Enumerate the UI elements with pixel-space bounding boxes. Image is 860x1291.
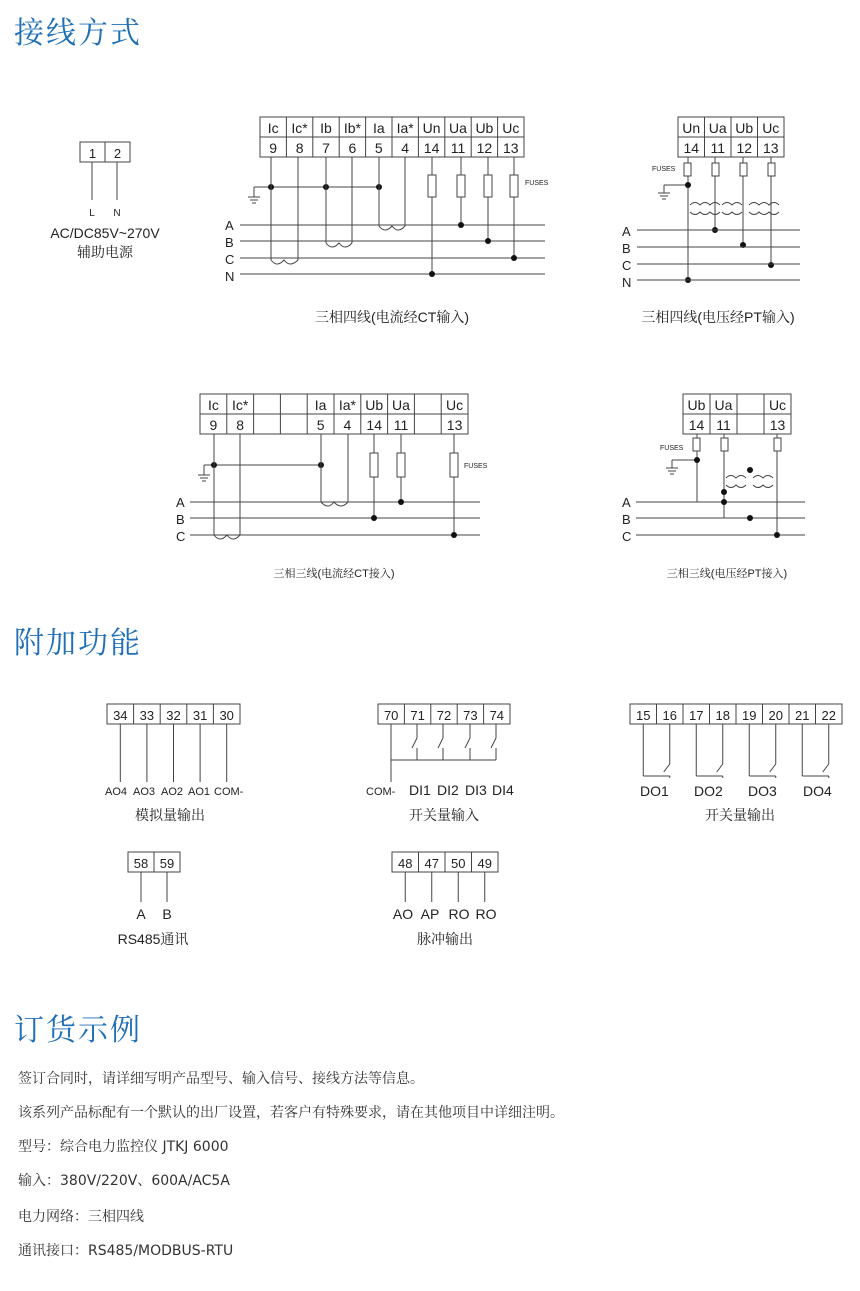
terminal-number: 33 bbox=[139, 708, 155, 723]
aux-caption: 辅助电源 bbox=[77, 244, 133, 260]
pulse-output-diagram bbox=[392, 852, 498, 947]
terminal-number: 71 bbox=[410, 708, 425, 723]
terminal-label: Ic bbox=[267, 120, 279, 136]
phase-label: A bbox=[176, 495, 185, 510]
analog-output-label: COM- bbox=[214, 786, 244, 798]
terminal-number: 16 bbox=[662, 708, 677, 723]
terminal-number: 11 bbox=[393, 417, 409, 433]
terminal-number: 14 bbox=[423, 140, 440, 156]
aux-terminal: 1 bbox=[88, 146, 97, 161]
fuses-label: FUSES bbox=[660, 445, 684, 452]
terminal-number: 13 bbox=[762, 140, 779, 156]
terminal-label: Uc bbox=[768, 397, 787, 413]
terminal-label: Ua bbox=[449, 120, 467, 136]
d34-pt-caption: 三相四线(电压经PT输入) bbox=[641, 309, 795, 325]
terminal-number: 47 bbox=[424, 856, 439, 871]
wiring-section-title: 接线方式 bbox=[14, 16, 142, 51]
terminal-label: Ua bbox=[708, 120, 727, 136]
order-line: 签订合同时，请详细写明产品型号、输入信号、接线方法等信息。 bbox=[18, 1071, 424, 1087]
terminal-number: 5 bbox=[374, 140, 383, 156]
terminal-label: Ib* bbox=[343, 120, 361, 136]
terminal-number: 50 bbox=[451, 856, 466, 871]
phase-label: A bbox=[622, 495, 631, 510]
terminal-number: 11 bbox=[716, 417, 731, 433]
terminal-number: 31 bbox=[192, 708, 208, 723]
terminal-number: 48 bbox=[398, 856, 413, 871]
pulse-signal: RO bbox=[475, 906, 497, 922]
terminal-label: Ub bbox=[687, 397, 706, 413]
terminal-number: 8 bbox=[295, 140, 304, 156]
di-label: DI1 bbox=[409, 782, 431, 798]
terminal-number: 70 bbox=[383, 708, 399, 723]
terminal-number: 18 bbox=[715, 708, 730, 723]
rs485-diagram bbox=[118, 852, 189, 947]
phase-label: A bbox=[225, 218, 234, 233]
do-label: DO2 bbox=[694, 783, 723, 799]
order-line: 该系列产品标配有一个默认的出厂设置，若客户有特殊要求，请在其他项目中详细注明。 bbox=[18, 1105, 564, 1121]
do-label: DO4 bbox=[803, 783, 832, 799]
order-line: 通讯接口：RS485/MODBUS-RTU bbox=[18, 1243, 234, 1259]
terminal-number: 20 bbox=[768, 708, 783, 723]
digital-output-diagram bbox=[630, 704, 842, 823]
three-phase-four-wire-pt-diagram bbox=[622, 117, 800, 325]
d33-pt-caption: 三相三线(电压经PT接入) bbox=[666, 568, 788, 580]
terminal-label: Ub bbox=[365, 397, 384, 413]
terminal-number: 14 bbox=[688, 417, 705, 433]
terminal-label: Ua bbox=[714, 397, 733, 413]
terminal-number: 9 bbox=[209, 417, 218, 433]
phase-label: N bbox=[622, 275, 632, 290]
aux-power-diagram bbox=[50, 142, 160, 260]
terminal-label: Ia* bbox=[396, 120, 414, 136]
rs485-signal: B bbox=[162, 906, 172, 922]
phase-label: B bbox=[225, 235, 234, 250]
d33-ct-caption: 三相三线(电流经CT接入) bbox=[273, 568, 395, 580]
extra-functions-section-title: 附加功能 bbox=[14, 626, 142, 661]
terminal-number: 14 bbox=[366, 417, 382, 433]
rs485-terminal: 59 bbox=[159, 856, 175, 871]
analog-output-label: AO2 bbox=[161, 786, 184, 798]
terminal-number: 13 bbox=[769, 417, 786, 433]
phase-label: C bbox=[622, 529, 632, 544]
terminal-number: 8 bbox=[236, 417, 245, 433]
terminal-label: Un bbox=[422, 120, 441, 136]
aux-lead-l: L bbox=[89, 208, 95, 219]
di-label: COM- bbox=[366, 786, 396, 798]
order-line: 电力网络：三相四线 bbox=[18, 1209, 144, 1225]
terminal-number: 4 bbox=[343, 417, 352, 433]
terminal-label: Ic* bbox=[291, 120, 308, 136]
di-label: DI2 bbox=[437, 782, 459, 798]
terminal-label: Ia bbox=[314, 397, 327, 413]
terminal-number: 19 bbox=[742, 708, 757, 723]
three-phase-three-wire-pt-diagram bbox=[622, 394, 805, 580]
terminal-number: 12 bbox=[476, 140, 493, 156]
terminal-number: 4 bbox=[401, 140, 410, 156]
analog-output-label: AO3 bbox=[133, 786, 156, 798]
terminal-number: 21 bbox=[795, 708, 810, 723]
do-label: DO3 bbox=[748, 783, 777, 799]
order-line: 型号：综合电力监控仪 JTKJ 6000 bbox=[18, 1139, 229, 1155]
analog-output-label: AO1 bbox=[188, 786, 211, 798]
aux-terminal: 2 bbox=[113, 146, 122, 161]
pulse-caption: 脉冲输出 bbox=[417, 931, 473, 947]
analog-caption: 模拟量输出 bbox=[135, 807, 205, 823]
terminal-label: Ia* bbox=[338, 397, 356, 413]
phase-label: B bbox=[176, 512, 185, 527]
phase-label: B bbox=[622, 241, 631, 256]
terminal-label: Uc bbox=[502, 120, 520, 136]
aux-voltage-range: AC/DC85V~270V bbox=[50, 225, 160, 241]
analog-output-label: AO4 bbox=[105, 786, 128, 798]
terminal-number: 73 bbox=[463, 708, 478, 723]
terminal-label: Ic* bbox=[232, 397, 249, 413]
fuses-label: FUSES bbox=[652, 166, 676, 173]
terminal-label: Un bbox=[682, 120, 701, 136]
terminal-number: 11 bbox=[450, 140, 466, 156]
terminal-number: 7 bbox=[322, 140, 330, 156]
terminal-label: Ib bbox=[320, 120, 332, 136]
terminal-number: 5 bbox=[316, 417, 325, 433]
terminal-number: 32 bbox=[166, 708, 181, 723]
three-phase-three-wire-ct-diagram bbox=[176, 394, 488, 580]
fuses-label: FUSES bbox=[464, 463, 488, 470]
terminal-number: 17 bbox=[689, 708, 704, 723]
phase-label: C bbox=[225, 252, 235, 267]
terminal-number: 34 bbox=[113, 708, 128, 723]
terminal-number: 74 bbox=[489, 708, 505, 723]
terminal-number: 6 bbox=[348, 140, 357, 156]
phase-label: C bbox=[176, 529, 186, 544]
digital-input-diagram bbox=[366, 704, 514, 823]
do-label: DO1 bbox=[640, 783, 669, 799]
phase-label: B bbox=[622, 512, 631, 527]
three-phase-four-wire-ct-diagram bbox=[225, 117, 549, 325]
pulse-signal: RO bbox=[448, 906, 470, 922]
terminal-number: 13 bbox=[446, 417, 463, 433]
terminal-label: Ic bbox=[207, 397, 219, 413]
phase-label: A bbox=[622, 224, 631, 239]
di-caption: 开关量输入 bbox=[409, 807, 479, 823]
terminal-label: Ub bbox=[475, 120, 494, 136]
terminal-label: Uc bbox=[446, 397, 464, 413]
terminal-label: Ia bbox=[372, 120, 385, 136]
rs485-terminal: 58 bbox=[133, 856, 149, 871]
terminal-number: 14 bbox=[683, 140, 700, 156]
terminal-number: 22 bbox=[821, 708, 836, 723]
terminal-number: 11 bbox=[710, 140, 726, 156]
terminal-number: 12 bbox=[736, 140, 753, 156]
phase-label: C bbox=[622, 258, 632, 273]
terminal-number: 13 bbox=[503, 140, 519, 156]
terminal-number: 9 bbox=[269, 140, 278, 156]
analog-output-diagram bbox=[105, 704, 244, 823]
do-caption: 开关量输出 bbox=[705, 807, 775, 823]
terminal-number: 30 bbox=[219, 708, 234, 723]
fuses-label: FUSES bbox=[525, 180, 549, 187]
terminal-number: 15 bbox=[636, 708, 651, 723]
di-label: DI4 bbox=[492, 782, 514, 798]
rs485-signal: A bbox=[136, 906, 146, 922]
phase-label: N bbox=[225, 269, 235, 284]
terminal-number: 72 bbox=[436, 708, 452, 723]
di-label: DI3 bbox=[465, 782, 487, 798]
pulse-signal: AO bbox=[392, 906, 414, 922]
pulse-signal: AP bbox=[420, 906, 440, 922]
order-line: 输入：380V/220V、600A/AC5A bbox=[18, 1173, 230, 1189]
aux-lead-n: N bbox=[113, 208, 121, 219]
terminal-number: 49 bbox=[477, 856, 492, 871]
terminal-label: Ua bbox=[392, 397, 410, 413]
terminal-label: Uc bbox=[762, 120, 780, 136]
d34-ct-caption: 三相四线(电流经CT输入) bbox=[315, 309, 469, 325]
terminal-label: Ub bbox=[735, 120, 754, 136]
rs485-caption: RS485通讯 bbox=[117, 931, 189, 947]
order-example-section-title: 订货示例 bbox=[14, 1013, 142, 1048]
